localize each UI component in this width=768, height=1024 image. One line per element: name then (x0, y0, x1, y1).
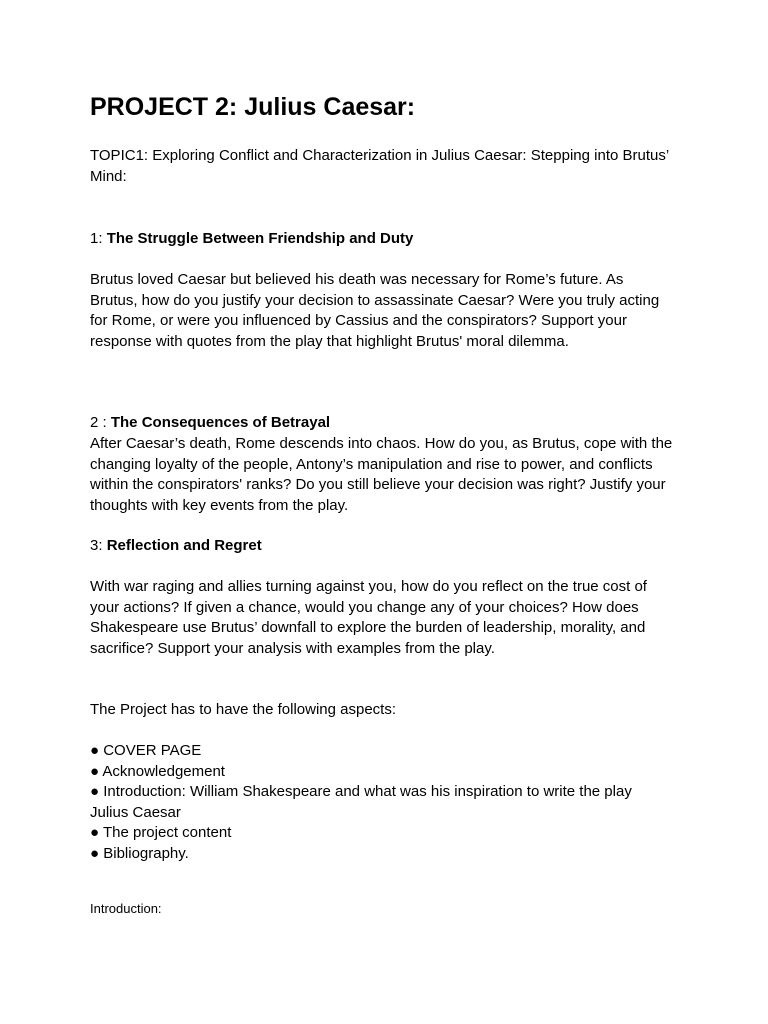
body-line: within the conspirators' ranks? Do you still believe your decision was right? Justify your (90, 476, 666, 493)
body-line: your actions? If given a chance, would you change any of your choices? How does (90, 598, 639, 616)
list-item: ● Acknowledgement (90, 762, 225, 780)
body-line: sacrifice? Support your analysis with examples from the play. (90, 639, 495, 657)
section-number: 3: (90, 537, 107, 554)
body-line: Brutus, how do you justify your decision to assassinate Caesar? Were you truly acting (90, 291, 660, 309)
body-line: Shakespeare use Brutus’ downfall to explore the burden of leadership, morality, and (90, 619, 646, 636)
topic-line: TOPIC1: Exploring Conflict and Characterization in Julius Caesar: Stepping into Brutus’ (90, 147, 670, 164)
section-1-heading (90, 229, 690, 250)
section-heading-text: Reflection and Regret (106, 537, 262, 554)
introduction-heading: Introduction: (90, 901, 162, 916)
body-line: for Rome, or were you influenced by Cassius and the conspirators? Support your (90, 312, 627, 329)
section-number: 2 : (90, 414, 111, 431)
section-heading-text: The Consequences of Betrayal (110, 414, 331, 431)
list-item: ● COVER PAGE (90, 742, 202, 759)
body-line: thoughts with key events from the play. (90, 496, 349, 514)
list-item: ● The project content (90, 824, 232, 841)
body-line: After Caesar’s death, Rome descends into chaos. How do you, as Brutus, cope with the (90, 435, 673, 452)
section-1-body (90, 270, 690, 352)
topic-paragraph (90, 146, 690, 187)
list-item: Julius Caesar (90, 803, 181, 821)
list-item: ● Introduction: William Shakespeare and what was his inspiration to write the play (90, 783, 632, 800)
body-line: Brutus loved Caesar but believed his death was necessary for Rome’s future. As (90, 271, 624, 288)
body-line: response with quotes from the play that highlight Brutus' moral dilemma. (90, 332, 569, 350)
section-3-body (90, 577, 690, 659)
body-line: changing loyalty of the people, Antony’s manipulation and rise to power, and conflicts (90, 455, 653, 473)
list-item: ● Bibliography. (90, 844, 189, 862)
section-number: 1: (90, 230, 107, 247)
aspects-list (90, 741, 690, 864)
section-2-body (90, 434, 690, 516)
document-title: PROJECT 2: Julius Caesar: (90, 93, 416, 121)
section-2-heading (90, 413, 690, 434)
section-3-heading (90, 536, 690, 557)
section-heading-text: The Struggle Between Friendship and Duty (106, 230, 414, 247)
topic-line: Mind: (90, 167, 127, 185)
aspects-intro: The Project has to have the following aspects: (90, 701, 397, 718)
body-line: With war raging and allies turning against you, how do you reflect on the true cost of (90, 578, 647, 595)
